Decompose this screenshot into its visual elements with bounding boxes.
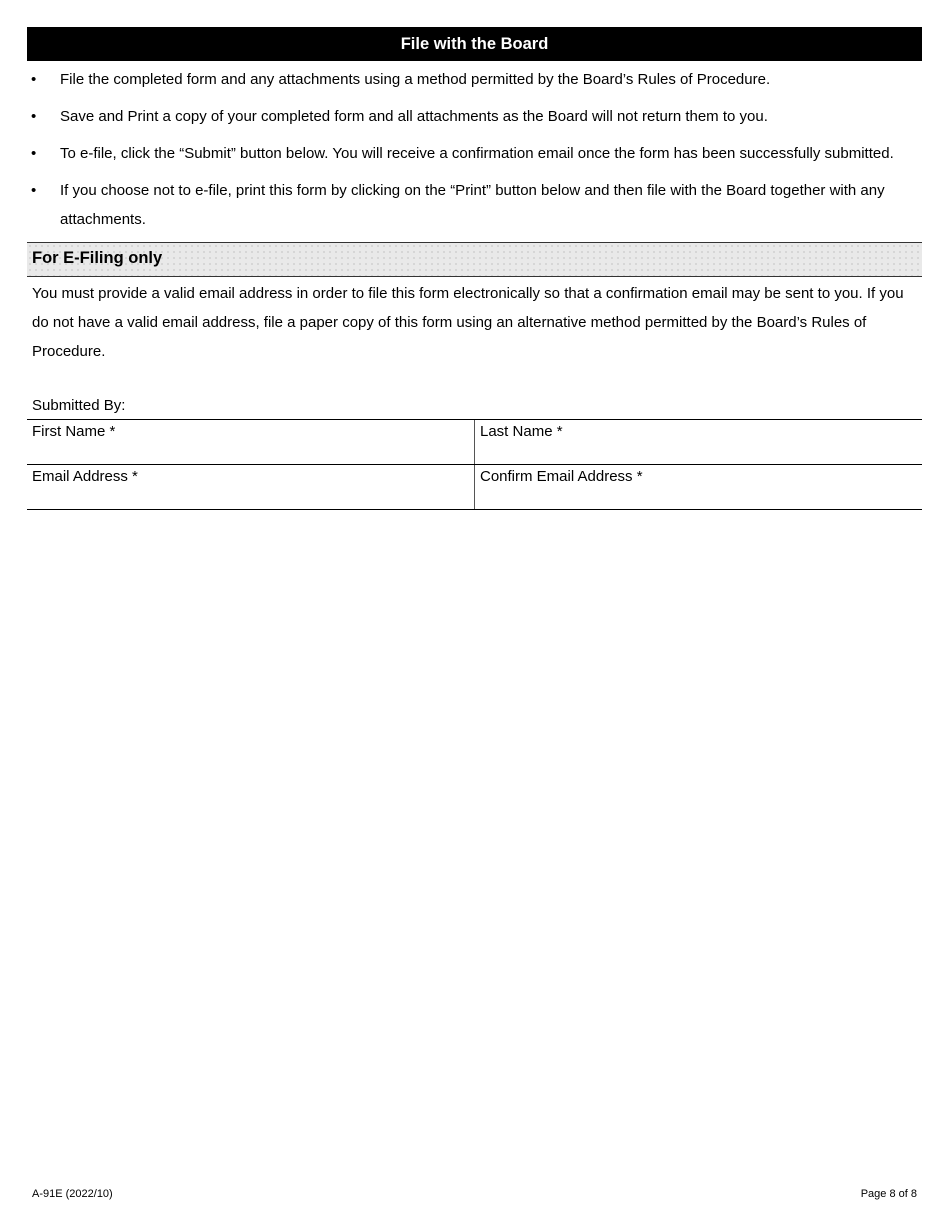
confirm-email-cell [474,465,922,509]
first-name-input[interactable] [31,442,470,462]
instruction-text: File the completed form and any attachments using a method permitted by the Board’s Rules of Procedure. [60,71,771,88]
bullet-icon: • [31,71,37,88]
email-cell [27,465,474,509]
efiling-description: You must provide a valid email address in order to file this form electronically so that a confirmation email may be sent to you. If you do not have a valid email address, file a paper copy of this form using an alternative method permitted by the Board’s Rules of Procedure. [32,285,904,360]
instruction-item [27,139,922,168]
page-number: Page 8 of 8 [860,1188,917,1200]
last-name-input[interactable] [479,442,918,462]
instruction-item [27,176,922,234]
instructions-list [27,61,922,234]
submitter-fields [27,419,922,510]
submitted-by-label: Submitted By: [32,397,126,414]
bullet-icon: • [31,145,37,162]
email-label: Email Address * [32,468,138,485]
bullet-icon: • [31,182,37,199]
form-page [27,27,922,510]
bullet-icon: • [31,108,37,125]
instruction-item [27,102,922,131]
efiling-section-title: For E-Filing only [27,242,922,277]
form-id: A-91E (2022/10) [32,1188,113,1200]
name-row [27,420,922,465]
instruction-text: Save and Print a copy of your completed form and all attachments as the Board will not return them to you. [60,108,768,125]
instruction-text: If you choose not to e-file, print this form by clicking on the “Print” button below and then file with the Board together with any attachments. [60,182,885,228]
confirm-email-label: Confirm Email Address * [480,468,643,485]
last-name-label: Last Name * [480,423,563,440]
section-header-file-with-board: File with the Board [27,27,922,61]
last-name-cell [474,420,922,464]
email-row [27,465,922,510]
email-input[interactable] [31,487,470,507]
first-name-cell [27,420,474,464]
instruction-text: To e-file, click the “Submit” button below. You will receive a confirmation email once the form has been successfully submitted. [60,145,894,162]
instruction-item [27,65,922,94]
confirm-email-input[interactable] [479,487,918,507]
first-name-label: First Name * [32,423,116,440]
